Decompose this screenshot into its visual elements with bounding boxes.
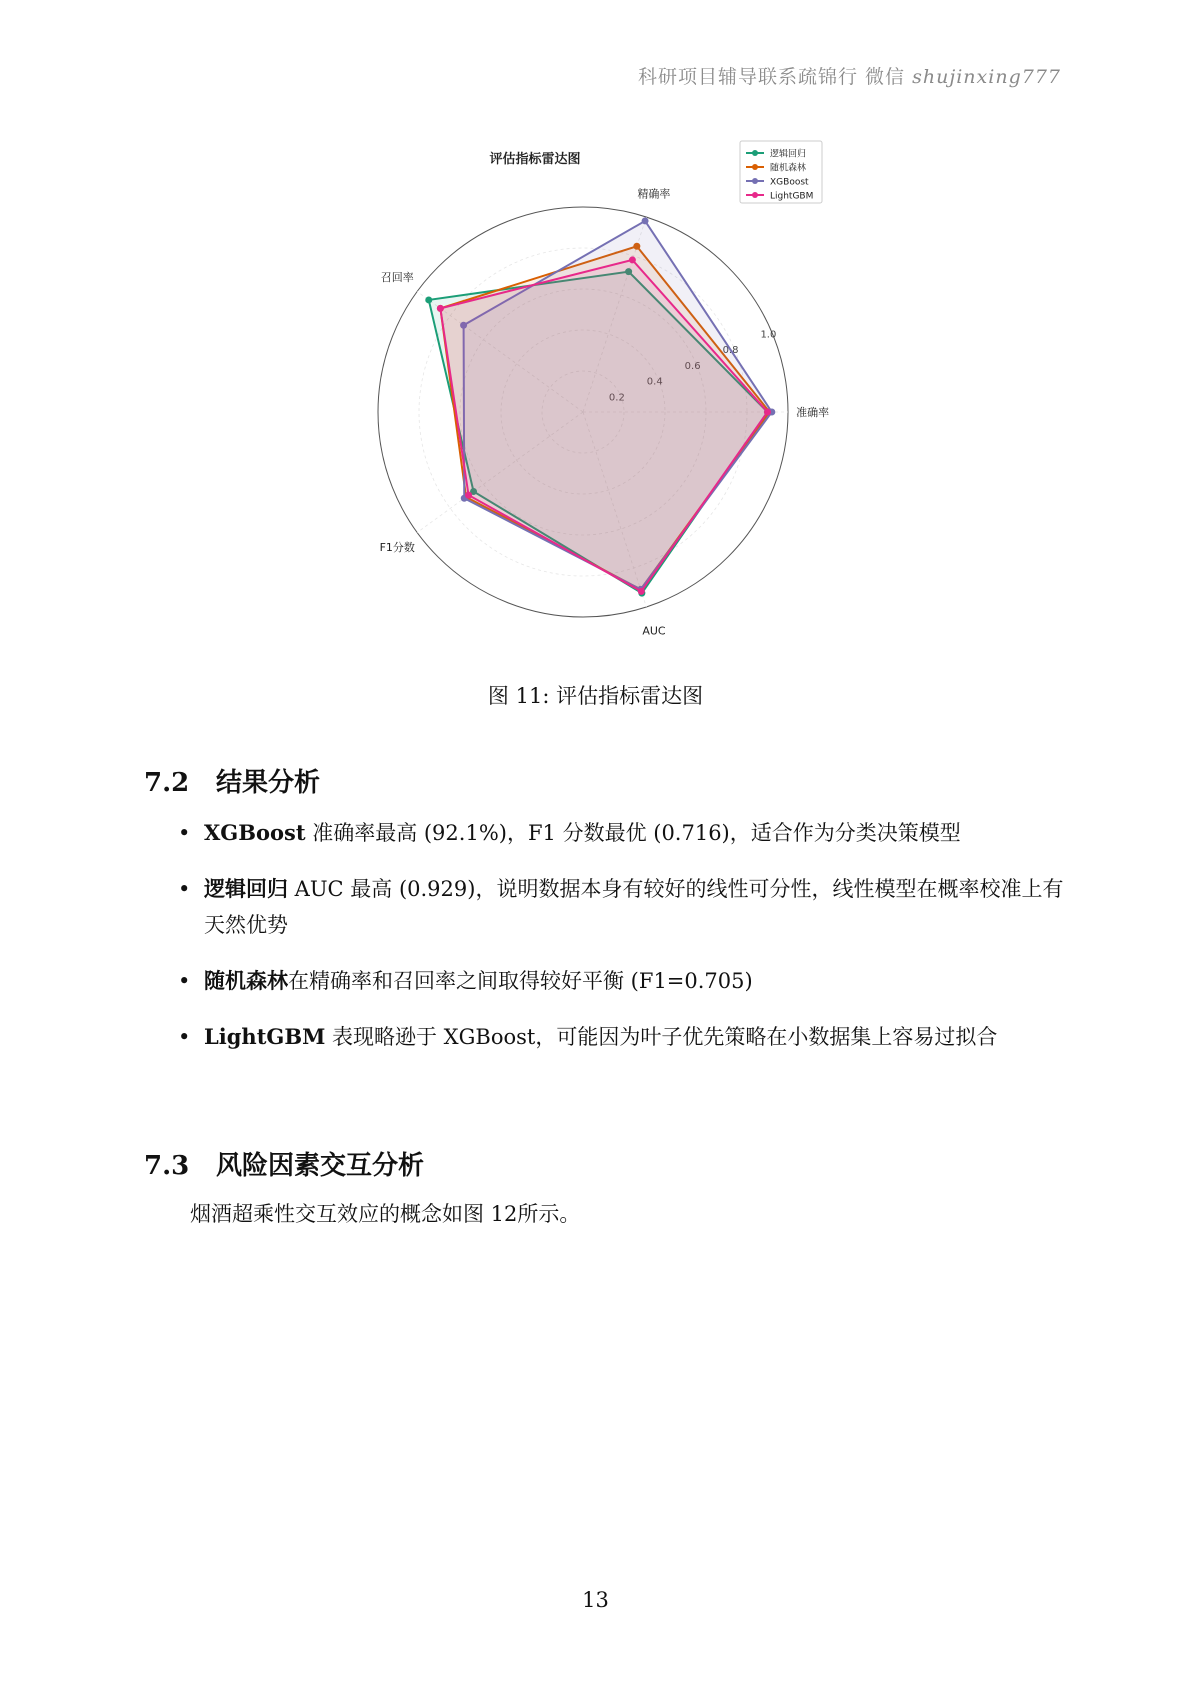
list-item: • XGBoost 准确率最高 (92.1%)，F1 分数最优 (0.716)，适合作为分类决策模型 <box>178 820 961 845</box>
series-point <box>764 409 771 416</box>
bullet-bold: 逻辑回归 <box>204 876 288 901</box>
legend-label: XGBoost <box>770 177 809 188</box>
bullet-text: 准确率最高 (92.1%)，F1 分数最优 (0.716)，适合作为分类决策模型 <box>305 821 961 845</box>
axis-label: 精确率 <box>637 187 671 201</box>
section-number: 7.2 <box>144 768 190 798</box>
bullet-text: AUC 最高 (0.929)，说明数据本身有较好的线性可分性，线性模型在概率校准上有天然优势 <box>204 877 1064 937</box>
r-tick-label: 0.4 <box>646 376 663 388</box>
page-number: 13 <box>582 1588 609 1612</box>
header-en: shujinxing777 <box>912 66 1061 88</box>
r-tick-label: 0.6 <box>684 360 701 372</box>
series-point <box>465 492 472 499</box>
legend <box>740 141 822 203</box>
series-point <box>638 588 645 595</box>
results-list <box>178 815 1068 1075</box>
section-number: 7.3 <box>144 1151 190 1181</box>
r-tick-label: 0.2 <box>608 392 625 404</box>
legend-swatch-point <box>752 150 758 156</box>
section-heading-7-3 <box>144 1145 424 1182</box>
radar-series <box>425 217 775 596</box>
header-cn: 科研项目辅导联系疏锦行 微信 <box>638 66 906 88</box>
legend-swatch-point <box>752 164 758 170</box>
page-header <box>638 62 1061 89</box>
legend-label: LightGBM <box>770 191 814 202</box>
list-item: • 随机森林在精确率和召回率之间取得较好平衡 (F1=0.705) <box>178 968 753 993</box>
chart-title: 评估指标雷达图 <box>489 152 581 167</box>
legend-swatch-point <box>752 192 758 198</box>
series-point <box>437 305 444 312</box>
r-tick-label: 1.0 <box>760 329 777 341</box>
bullet-text: 在精确率和召回率之间取得较好平衡 (F1=0.705) <box>288 969 753 993</box>
axis-label: 召回率 <box>380 271 414 285</box>
bullet-text: 表现略逊于 XGBoost，可能因为叶子优先策略在小数据集上容易过拟合 <box>325 1025 998 1049</box>
list-item: • 逻辑回归 AUC 最高 (0.929)，说明数据本身有较好的线性可分性，线性模型在概率校准上有天然优势 <box>178 876 1064 937</box>
legend-label: 随机森林 <box>770 163 807 174</box>
list-item: • LightGBM 表现略逊于 XGBoost，可能因为叶子优先策略在小数据集上容易过拟合 <box>178 1024 998 1049</box>
radar-chart <box>295 135 895 675</box>
section-heading-7-2 <box>144 762 320 799</box>
axis-label: AUC <box>642 624 666 638</box>
series-point <box>425 296 432 303</box>
bullet-bold: 随机森林 <box>204 968 288 993</box>
figure-caption: 图 11: 评估指标雷达图 <box>487 684 704 708</box>
series-point <box>642 217 649 224</box>
bullet-bold: XGBoost <box>204 820 306 845</box>
section-title: 风险因素交互分析 <box>216 1151 425 1181</box>
legend-label: 逻辑回归 <box>770 149 807 160</box>
bullet-bold: LightGBM <box>204 1024 326 1049</box>
axis-label: 准确率 <box>796 406 830 419</box>
paragraph: 烟酒超乘性交互效应的概念如图 12所示。 <box>190 1202 581 1226</box>
series-point <box>629 256 636 263</box>
legend-swatch-point <box>752 178 758 184</box>
section-title: 结果分析 <box>216 768 321 798</box>
axis-label: F1分数 <box>379 540 415 554</box>
series-line <box>440 260 767 591</box>
r-tick-label: 0.8 <box>722 345 739 357</box>
